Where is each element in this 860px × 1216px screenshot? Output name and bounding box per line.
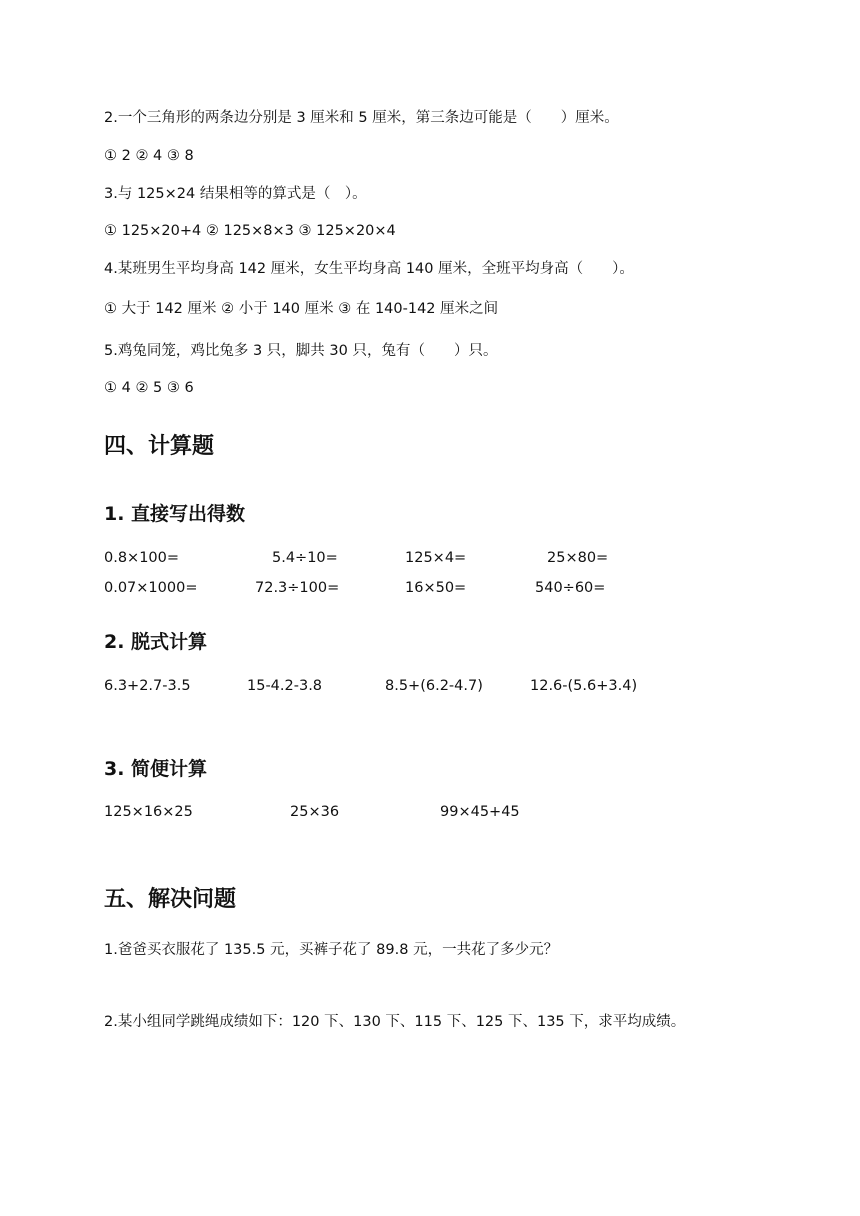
direct-answer-item: 0.8×100= [104, 550, 180, 566]
question-2-stem: 2.一个三角形的两条边分别是 3 厘米和 5 厘米，第三条边可能是（ ）厘米。 [104, 110, 619, 126]
direct-answer-item: 540÷60= [535, 580, 606, 596]
problem-1: 1.爸爸买衣服花了 135.5 元，买裤子花了 89.8 元，一共花了多少元？ [104, 942, 559, 958]
subsection-simplified-calculation-title: 3. 简便计算 [104, 758, 208, 780]
simplified-calculation-item: 125×16×25 [104, 804, 193, 820]
question-5-stem: 5.鸡兔同笼，鸡比兔多 3 只，脚共 30 只，兔有（ ）只。 [104, 343, 498, 359]
question-5-options: ① 4 ② 5 ③ 6 [104, 380, 194, 396]
question-4-stem: 4.某班男生平均身高 142 厘米，女生平均身高 140 厘米，全班平均身高（ ）。 [104, 261, 634, 277]
subsection-step-calculation-title: 2. 脱式计算 [104, 631, 208, 653]
direct-answer-item: 125×4= [405, 550, 467, 566]
question-4-options: ① 大于 142 厘米 ② 小于 140 厘米 ③ 在 140-142 厘米之间 [104, 301, 499, 317]
subsection-direct-answers-title: 1. 直接写出得数 [104, 503, 246, 525]
direct-answer-item: 0.07×1000= [104, 580, 198, 596]
question-3-stem: 3.与 125×24 结果相等的算式是（ ）。 [104, 186, 367, 202]
direct-answer-item: 5.4÷10= [272, 550, 338, 566]
direct-answer-item: 16×50= [405, 580, 467, 596]
question-2-options: ① 2 ② 4 ③ 8 [104, 148, 194, 164]
simplified-calculation-item: 25×36 [290, 804, 340, 820]
section-5-title: 五、解决问题 [104, 887, 237, 912]
section-4-title: 四、计算题 [104, 434, 215, 459]
step-calculation-item: 6.3+2.7-3.5 [104, 678, 191, 694]
direct-answer-item: 25×80= [547, 550, 609, 566]
simplified-calculation-item: 99×45+45 [440, 804, 520, 820]
step-calculation-item: 15-4.2-3.8 [247, 678, 323, 694]
question-3-options: ① 125×20+4 ② 125×8×3 ③ 125×20×4 [104, 223, 396, 239]
step-calculation-item: 8.5+(6.2-4.7) [385, 678, 483, 694]
direct-answer-item: 72.3÷100= [255, 580, 340, 596]
step-calculation-item: 12.6-(5.6+3.4) [530, 678, 638, 694]
problem-2: 2.某小组同学跳绳成绩如下：120 下、130 下、115 下、125 下、135 下，求平均成绩。 [104, 1014, 686, 1030]
